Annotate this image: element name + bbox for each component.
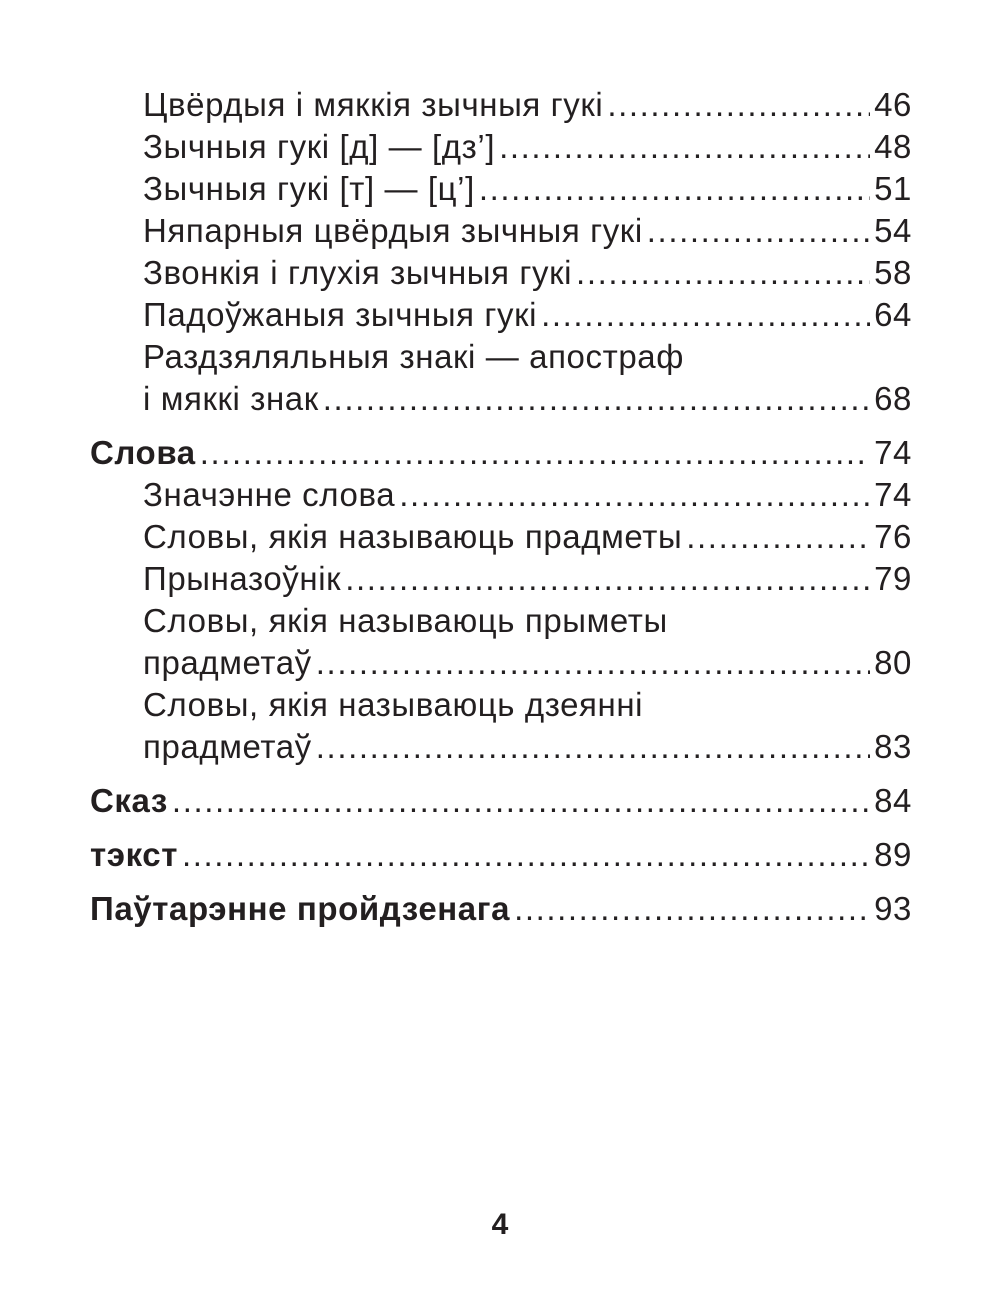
dot-leader [479,168,870,210]
toc-entry-page: 54 [874,212,912,249]
toc-entry-title: Падоўжаныя зычныя гукі [143,296,538,333]
toc-entry-separators[interactable] [90,378,912,420]
toc-entry-page: 80 [874,644,912,681]
toc-entry-title: прадметаў [143,644,312,681]
toc-entry-title: Значэнне слова [143,476,396,513]
toc-entry-page: 83 [874,728,912,765]
toc-entry-title: Прыназоўнік [143,560,342,597]
toc-entry-objects[interactable] [90,516,912,558]
toc-entry-page: 74 [874,476,912,513]
toc-entry-title: Цвёрдыя і мяккія зычныя гукі [143,86,604,123]
toc-entry-attributes[interactable] [90,642,912,684]
toc-entry-title: прадметаў [143,728,312,765]
toc-entry-page: 74 [874,434,912,471]
toc-entry-soft-hard[interactable] [90,84,912,126]
dot-leader [345,558,870,600]
toc-entry-page: 46 [874,86,912,123]
toc-entry-title-line: Словы, якія называюць дзеянні [143,686,644,723]
dot-leader [172,780,870,822]
toc-entry-meaning[interactable] [90,474,912,516]
dot-leader [499,126,870,168]
toc-entry-actions[interactable] [90,726,912,768]
toc-entry-title: Звонкія і глухія зычныя гукі [143,254,573,291]
toc-entry-unpaired[interactable] [90,210,912,252]
dot-leader [541,294,870,336]
toc-entry-t-ts[interactable] [90,168,912,210]
toc-entry-title: Зычныя гукі [т] — [ц’] [143,170,475,207]
dot-leader [647,210,870,252]
toc-entry-title-line: Словы, якія называюць прыметы [143,602,668,639]
dot-leader [316,726,870,768]
toc-entry-page: 89 [874,836,912,873]
dot-leader [607,84,870,126]
toc-entry-title: Зычныя гукі [д] — [дз’] [143,128,496,165]
toc-entry-title-line: Раздзяляльныя знакі — апостраф [143,338,684,375]
toc-entry-page: 76 [874,518,912,555]
toc-section-title: Сказ [90,782,168,819]
dot-leader [200,432,870,474]
toc-entry-page: 51 [874,170,912,207]
toc-entry-title: Словы, якія называюць прадметы [143,518,683,555]
toc-entry-preposition[interactable] [90,558,912,600]
toc-entry-d-dz[interactable] [90,126,912,168]
dot-leader [514,888,870,930]
table-of-contents [90,84,912,930]
toc-entry-page: 84 [874,782,912,819]
dot-leader [316,642,870,684]
dot-leader [182,834,870,876]
toc-entry-page: 93 [874,890,912,927]
toc-entry-page: 48 [874,128,912,165]
toc-entry-page: 58 [874,254,912,291]
toc-section-sentence[interactable] [90,780,912,822]
toc-entry-title: і мяккі знак [143,380,319,417]
toc-section-text[interactable] [90,834,912,876]
dot-leader [399,474,870,516]
toc-section-title: тэкст [90,836,178,873]
toc-section-review[interactable] [90,888,912,930]
toc-entry-page: 79 [874,560,912,597]
toc-entry-page: 68 [874,380,912,417]
toc-entry-page: 64 [874,296,912,333]
toc-entry-title: Няпарныя цвёрдыя зычныя гукі [143,212,643,249]
toc-entry-voiced[interactable] [90,252,912,294]
dot-leader [323,378,870,420]
toc-entry-long[interactable] [90,294,912,336]
dot-leader [576,252,870,294]
toc-section-title: Паўтарэнне пройдзенага [90,890,511,927]
toc-section-title: Слова [90,434,196,471]
page-number: 4 [491,1208,509,1241]
toc-section-words[interactable] [90,432,912,474]
dot-leader [686,516,870,558]
